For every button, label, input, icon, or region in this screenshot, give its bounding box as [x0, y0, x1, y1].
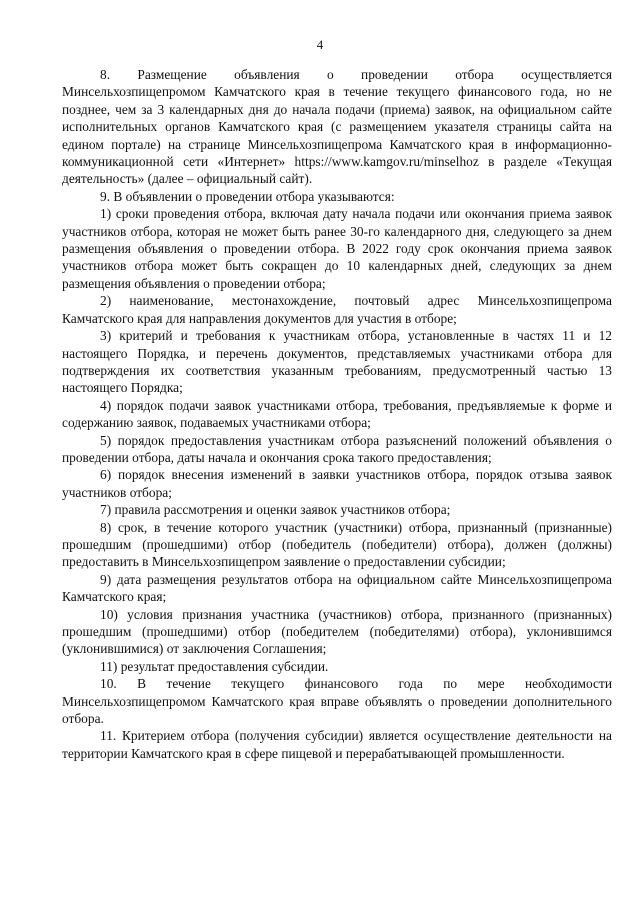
- document-body: [62, 66, 612, 762]
- list-item-7: 7) правила рассмотрения и оценки заявок участников отбора;: [100, 502, 451, 518]
- list-item-1: 1) сроки проведения отбора, включая дату начала подачи или окончания приема заявок участников отбора, которая не может быть ранее 30-го календарного дня, следующего за днем размещения объявления о проведении отбора. В 2022 году срок окончания приема заявок участников отбора может быть сокращен до 10 календарных дней, следующих за днем размещения объявления о проведении отбора;: [62, 206, 612, 291]
- list-item-9: 9) дата размещения результатов отбора на официальном сайте Минсельхозпищепрома Камчатского края;: [62, 571, 612, 605]
- list-item-2: 2) наименование, местонахождение, почтовый адрес Минсельхозпищепрома Камчатского края для направления документов для участия в отборе;: [62, 293, 612, 326]
- list-item-4: 4) порядок подачи заявок участниками отбора, требования, предъявляемые к форме и содержанию заявок, подаваемых участниками отбора;: [62, 397, 612, 431]
- list-item-10: 10) условия признания участника (участников) отбора, признанного (признанных) прошедшим (прошедшими) отбор (победителем (победителями) отбора), уклонившимся (уклонившимися) от заключения Соглашения;: [62, 606, 612, 657]
- list-item-8: 8) срок, в течение которого участник (участники) отбора, признанный (признанные) прошедшим (прошедшими) отбор (победитель (победители) отбора), должен (должны) предоставить в Минсельхозпищепром заявление о предоставлении субсидии;: [62, 519, 612, 570]
- paragraph-11: 11. Критерием отбора (получения субсидии) является осуществление деятельности на территории Камчатского края в сфере пищевой и перерабатывающей промышленности.: [62, 728, 612, 761]
- list-item-6: 6) порядок внесения изменений в заявки участников отбора, порядок отзыва заявок участников отбора;: [62, 467, 612, 500]
- page-number: 4: [316, 37, 324, 52]
- list-item-3: 3) критерий и требования к участникам отбора, установленные в частях 11 и 12 настоящего Порядка, и перечень документов, представляемых участниками отбора для подтверждения их соответствия указанным требованиям, предусмотренный частью 13 настоящего Порядка;: [62, 328, 612, 396]
- list-item-11: 11) результат предоставления субсидии.: [100, 658, 329, 674]
- paragraph-10: 10. В течение текущего финансового года по мере необходимости Минсельхозпищепромом Камчатского края вправе объявлять о проведении дополнительного отбора.: [62, 676, 612, 727]
- list-item-5: 5) порядок предоставления участникам отбора разъяснений положений объявления о проведении отбора, даты начала и окончания срока такого предоставления;: [62, 432, 612, 465]
- paragraph-9-intro: 9. В объявлении о проведении отбора указываются:: [100, 188, 395, 204]
- paragraph-8: 8. Размещение объявления о проведении отбора осуществляется Минсельхозпищепромом Камчатского края в течение текущего финансового года, но не позднее, чем за 3 календарных дня до начала подачи (приема) заявок, на официальном сайте исполнительных органов Камчатского края (с размещением указателя страницы сайта на едином портале) на странице Минсельхозпищепрома Камчатского края в информационно-коммуникационной сети «Интернет» https://www.kamgov.ru/minselhoz в разделе «Текущая деятельность» (далее – официальный сайт).: [62, 67, 612, 187]
